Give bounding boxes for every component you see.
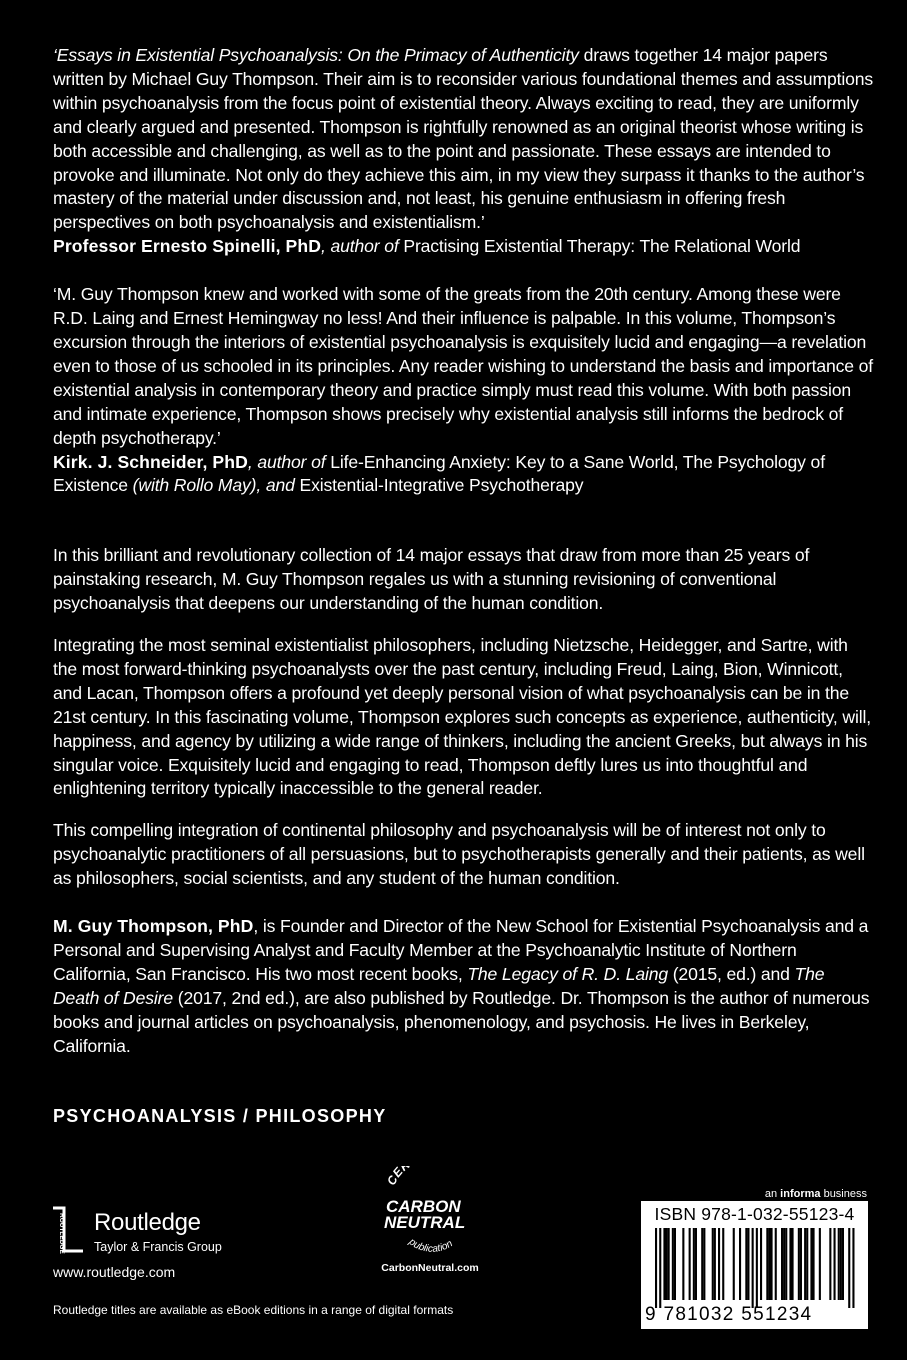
review-2-book-2: Existential-Integrative Psychotherapy: [299, 475, 584, 496]
barcode-bar: [739, 1228, 741, 1300]
review-1-attribution: [53, 235, 873, 259]
barcode-bar: [819, 1228, 821, 1300]
barcode-bar: [733, 1228, 735, 1300]
barcode-bar: [689, 1228, 691, 1300]
back-cover-text: [53, 44, 873, 1059]
review-2-attribution: [53, 451, 873, 499]
description-paragraph-1: In this brilliant and revolutionary collection of 14 major essays that draw from more than 25 years of painstaking research, M. Guy Thompson regales us with a stunning revisioning of conventional psychoanalysis that deepens our understanding of the human condition.: [53, 545, 810, 614]
barcode-bars: [649, 1228, 860, 1308]
barcode-bar: [806, 1228, 808, 1300]
barcode-bar: [840, 1228, 842, 1300]
review-2-with: (with Rollo May), and: [127, 475, 300, 496]
informa-business: an informa business: [764, 1188, 867, 1200]
barcode-bar: [695, 1228, 697, 1300]
barcode-bar: [852, 1228, 854, 1308]
barcode-digits: 9 781032 551234: [645, 1304, 813, 1325]
svg-text:CERTIFIED: [384, 1166, 454, 1188]
barcode-bar: [712, 1228, 714, 1300]
carbon-neutral-badge: [370, 1166, 510, 1286]
description-paragraph-2: Integrating the most seminal existentialist philosophers, including Nietzsche, Heidegger, and Sartre, with the most forward-thinking psychoanalysts over the past century, including Freud, Laing, Bion, Winnicott, and Lacan, Thompson offers a profound yet deeply personal vision of what psychoanalysis can be in the 21st century. In this fascinating volume, Thompson explores such concepts as experience, authenticity, will, happiness, and agency by utilizing a wide range of thinkers, including the ancient Greeks, but always in his singular voice. Exquisitely lucid and engaging to read, Thompson deftly lures us into thoughtful and enlightening territory typically inaccessible to the general reader.: [53, 635, 871, 799]
barcode-bar: [668, 1228, 670, 1300]
barcode-bar: [745, 1228, 747, 1300]
publisher-url: www.routledge.com: [53, 1264, 176, 1280]
carbon-url: CarbonNeutral.com: [381, 1262, 479, 1274]
review-1-author-of: , author of: [321, 236, 404, 257]
barcode-bar: [842, 1228, 844, 1300]
barcode-bar: [722, 1228, 724, 1300]
barcode-bar: [775, 1228, 777, 1300]
barcode-bar: [663, 1228, 665, 1300]
barcode-bar: [848, 1228, 850, 1308]
review-2: ‘M. Guy Thompson knew and worked with some of the greats from the 20th century. Among these were R.D. Laing and Ernest Hemingway no less! And their influence is palpable. In this volume, Thompson’s excursion through the interiors of existential psychoanalysis is exquisitely lucid and engaging—a revelation even to those of us schooled in its principles. Any reader wishing to understand the basis and importance of existential analysis in contemporary theory and practice simply must read this volume. With both passion and intimate experience, Thompson shows precisely why existential analysis still informs the bedrock of depth psychotherapy.’: [53, 284, 874, 448]
review-1-title: ‘Essays in Existential Psychoanalysis: On the Primacy of Authenticity: [53, 45, 579, 65]
carbon-neutral-icon: [370, 1166, 495, 1262]
barcode-bar: [701, 1228, 703, 1300]
barcode-bar: [747, 1228, 749, 1300]
barcode-bar: [760, 1228, 762, 1300]
carbon-publication: publication: [406, 1236, 455, 1255]
carbon-certified: CE: [384, 1166, 406, 1188]
barcode-bar: [752, 1228, 754, 1308]
routledge-logo: [50, 1205, 290, 1265]
barcode-bar: [771, 1228, 773, 1300]
review-1-body: draws together 14 major papers written by Michael Guy Thompson. Their aim is to reconsider various foundational themes and assumptions within psychoanalysis from the focus point of existential theory. Always exciting to read, they are uniformly and clearly argued and presented. Thompson is rightfully renowned as an original theorist whose writing is both accessible and challenging, as well as to the point and passionate. These essays are intended to provoke and illuminate. Not only do they achieve this aim, in my view they surpass it thanks to the author’s mastery of the material under discussion and, not least, his genuine enthusiasm in offering fresh perspectives on both psychoanalysis and existentialism.’: [53, 45, 874, 233]
barcode-bar: [800, 1228, 802, 1300]
subject-category: PSYCHOANALYSIS / PHILOSOPHY: [53, 1106, 387, 1126]
review-2-author-of: , author of: [247, 451, 331, 472]
barcode-bar: [834, 1228, 836, 1300]
barcode-bar: [829, 1228, 831, 1300]
barcode-bar: [672, 1228, 674, 1300]
barcode-bar: [838, 1228, 840, 1300]
barcode-bar: [682, 1228, 684, 1300]
barcode-bar: [789, 1228, 791, 1300]
barcode-bar: [792, 1228, 794, 1300]
barcode-bar: [798, 1228, 800, 1300]
author-bio-name: M. Guy Thompson, PhD: [53, 916, 254, 937]
review-1: [53, 44, 873, 235]
publisher-name: Routledge: [94, 1209, 201, 1236]
barcode-bar: [810, 1228, 812, 1300]
barcode-bar: [766, 1228, 768, 1300]
routledge-mark-letters: ROUTLEDGE: [58, 1213, 65, 1254]
description-paragraph-3: This compelling integration of continental philosophy and psychoanalysis will be of interest not only to psychoanalytic practitioners of all persuasions, but to psychotherapists generally and their patients, as well as philosophers, social scientists, and any student of the human condition.: [53, 820, 865, 889]
barcode-bar: [693, 1228, 695, 1300]
barcode-bar: [659, 1228, 661, 1308]
barcode-bar: [785, 1228, 787, 1300]
svg-text:publication: [406, 1236, 455, 1255]
review-1-book: Practising Existential Therapy: The Relational World: [403, 236, 801, 257]
barcode-bar: [804, 1228, 806, 1300]
isbn-label: ISBN 978-1-032-55123-4: [654, 1204, 855, 1224]
publisher-group: Taylor & Francis Group: [94, 1240, 222, 1254]
barcode-bar: [703, 1228, 705, 1300]
barcode-bar: [666, 1228, 668, 1300]
barcode-bar: [714, 1228, 716, 1300]
carbon-word: CARBON: [386, 1197, 461, 1216]
review-2-author: Kirk. J. Schneider, PhD: [53, 451, 248, 472]
barcode-bar: [783, 1228, 785, 1300]
neutral-word: NEUTRAL: [384, 1213, 466, 1232]
barcode-bar: [655, 1228, 657, 1308]
review-2-book-1: Life-Enhancing Anxiety: Key to a Sane World, The Psychology of Existence: [53, 451, 825, 496]
barcode-bar: [718, 1228, 720, 1300]
author-bio: M. Guy Thompson, PhD, is Founder and Director of the New School for Existential Psychoanalysis and a Personal and Supervising Analyst and Faculty Member at the Psychoanalytic Institute of Northern California, San Francisco. His two most recent books, The Legacy of R. D. Laing (2015, ed.) and The Death of Desire (2017, 2nd ed.), are also published by Routledge. Dr. Thompson is the author of numerous books and journal articles on psychoanalysis, phenomenology, and psychosis. He lives in Berkeley, California.: [53, 916, 870, 1056]
ebook-note: Routledge titles are available as eBook editions in a range of digital formats: [53, 1303, 454, 1317]
isbn-barcode: [641, 1201, 868, 1329]
routledge-mark-icon: [50, 1205, 86, 1259]
barcode-bar: [674, 1228, 676, 1300]
barcode-bar: [813, 1228, 815, 1300]
barcode-bar: [756, 1228, 758, 1308]
barcode-bar: [781, 1228, 783, 1300]
barcode-bar: [768, 1228, 770, 1300]
review-1-author: Professor Ernesto Spinelli, PhD: [53, 236, 322, 257]
